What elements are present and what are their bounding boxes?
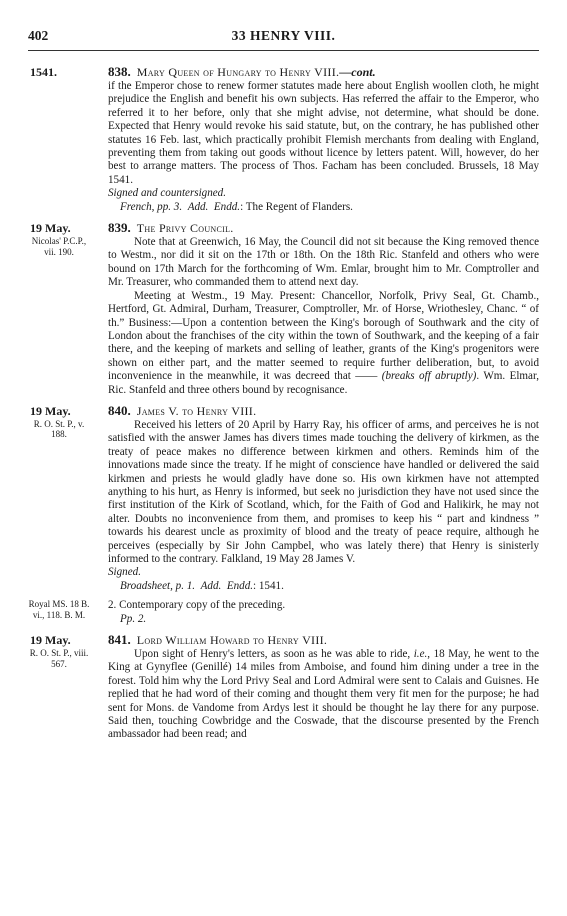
entry-841-ie: i.e. — [413, 648, 428, 661]
entry-839-paragraph-1: Note that at Greenwich, 16 May, the Council did not sit because the King removed thence to Westm., nor did it sit on the 17th or 18th. On the 18th Ric. Stanfeld and others who were bound on 17th March for the forthcoming of Wm. Emlar, brought him to Mr. Comptroller and Mr. Treasurer, who commanded them to attend next day. — [108, 236, 539, 289]
entry-838-text — [108, 80, 539, 187]
entry-840-endd-label: Endd. — [226, 579, 254, 592]
entry-841-body — [108, 632, 539, 742]
header-rule — [28, 50, 539, 51]
entry-839-heading — [108, 220, 539, 236]
page-header — [28, 28, 539, 46]
calendar-text — [28, 64, 539, 748]
entry-840-number: 840. — [108, 402, 131, 418]
entry-840 — [28, 403, 539, 593]
entry-838-lang: French, pp. 3. — [120, 200, 183, 213]
entry-838-title: Mary Queen of Hungary to Henry VIII. — [136, 65, 340, 79]
entry-841-paragraph — [108, 648, 539, 742]
entry-840-endd-text: : 1541. — [253, 579, 284, 592]
entry-838-endd-label: Endd. — [213, 200, 241, 213]
entry-840-2-ref: Royal MS. 18 B. vi., 118. B. M. — [28, 599, 90, 620]
entry-841-title: Lord William Howard to Henry VIII. — [136, 633, 328, 648]
page-number: 402 — [28, 28, 49, 43]
entry-840-heading — [108, 403, 539, 419]
entry-840-ref: R. O. St. P., v. 188. — [33, 418, 85, 440]
entry-838-signed: Signed and countersigned. — [108, 187, 227, 200]
entry-839-p2-a: Meeting at Westm., 19 May. Present: Chancellor, Norfolk, Privy Seal, Gt. Chamb., Hertford, Gt. Admiral, Durham, Treasurer, Comptroller, Mr. of Horse, Wriothesley, Chanc. “ of th.” Business:—Upon a contention between the King's borough of Southwark and the city of London about the franchises of the city within the town of Southwark, and the keeping of a fair there, and the keeping of markets and selling of leather, grants of the King's progenitors were shown on either part, and the matter seemed to require further deliberation, but, to avoid inconvenience in the meanwhile, it was decreed that —— — [108, 289, 539, 383]
entry-838-date: 1541. — [30, 65, 57, 79]
entry-840-2-pages: Pp. 2. — [120, 612, 147, 625]
entry-838-paragraph: if the Emperor chose to renew former statutes made here about English woollen cloth, he might prejudice the English and benefit his own subjects. Has referred the affair to the Emperor, who referred it to her before, only that she might advise, not determine, what should be done. Expected that Henry would revoke his said statute, but, on the contrary, he has published other statutes 16 Feb. last, which practically prohibit Flemish merchants from dealing with England, preventing them from taking out goods without licence by letters patent. Will, however, do her best to arrange matters. The process of Thos. Facham has been concluded. Brussels, 18 May 1541. — [108, 80, 539, 186]
entry-838 — [28, 64, 539, 214]
entry-839-p2-b: . Wm. Elmar, Ric. Stanfeld and three others bound by recognisance. — [108, 370, 539, 396]
entry-839-p2-italic: (breaks off abruptly) — [381, 370, 477, 383]
entry-838-heading — [108, 64, 539, 80]
entry-840-signed: Signed. — [108, 566, 141, 579]
entry-840-2 — [28, 599, 539, 626]
entry-839-body — [108, 220, 539, 397]
entry-840-paragraph: Received his letters of 20 April by Harry Ray, his officer of arms, and perceives he is not satisfied with the answer James has divers times made touching the delivery of kirkmen, as the treaty of peace makes no difference between kirkmen and others. Reminds him of the innovations made since the treaty. If he might of conscience have handled or delivered the said kirkmen and priests he would gladly have done so. His own kirkmen have not attempted anything to his hurt, as Henry is informed, but seek no jurisdiction they have not used since the first institution of the Kirk of Scotland, which, for the Faith of God and Halikirk, he may not alter. Doubts no inconvenience from them, and promises to keep his “ part and kindness ” towards his dearest uncle as proximity of blood and the treaty of peace require, although he perceives (especially by Sir John Campbel, who was lately there) that Henry is sinisterly informed to the contrary. Falkland, 19 May 28 James V. — [108, 418, 539, 565]
entry-838-number: 838. — [108, 64, 131, 79]
entry-840-2-body — [108, 599, 539, 626]
entry-840-add: Add. — [200, 579, 222, 592]
entry-840-title: James V. to Henry VIII. — [136, 403, 257, 418]
entry-839-number: 839. — [108, 220, 131, 236]
entry-839-margin — [28, 220, 110, 257]
entry-840-margin — [28, 403, 110, 440]
running-head: 33 HENRY VIII. — [231, 28, 336, 43]
entry-839-title: The Privy Council. — [136, 221, 234, 236]
entry-838-margin — [28, 64, 110, 80]
entry-838-body — [108, 64, 539, 214]
entry-841-date: 19 May. — [30, 633, 71, 648]
entry-839-ref: Nicolas' P.C.P., vii. 190. — [31, 236, 87, 257]
entry-840-lang: Broadsheet, p. 1. — [120, 579, 196, 592]
entry-841-number: 841. — [108, 632, 131, 648]
entry-841-heading — [108, 632, 539, 648]
entry-841-margin — [28, 632, 110, 669]
entry-840-2-text: 2. Contemporary copy of the preceding. — [108, 599, 286, 612]
entry-840-date: 19 May. — [30, 403, 71, 418]
entry-838-endnote — [108, 201, 539, 214]
entry-840-2-margin — [28, 599, 110, 620]
entry-839-date: 19 May. — [30, 221, 71, 236]
entry-838-endd-text: : The Regent of Flanders. — [240, 200, 353, 213]
entry-838-cont: —cont. — [339, 65, 376, 79]
entry-841 — [28, 632, 539, 742]
entry-839-paragraph-2 — [108, 290, 539, 397]
entry-840-body — [108, 403, 539, 593]
entry-838-add: Add. — [187, 200, 209, 213]
entry-841-ref: R. O. St. P., viii. 567. — [29, 648, 89, 669]
entry-841-p1-b: , 18 May, he went to the King at Gynyflee (Genillé) 14 miles from Amboise, and found him dining under a tree in the forest. Told him why the Lord Privy Seal and Lord Admiral were sent to Calais and Guisnes. He replied that he had word of their coming and thought them very fit men for the purpose; he had sent for Mons. de Vandome from Ardys lest it should be thought he lay there for any purpose. Said then, touching Cowbridge and the Coswade, that the discourse presented by the French ambassador had been read; and — [108, 648, 539, 741]
entry-839 — [28, 220, 539, 397]
entry-840-endnote — [108, 580, 539, 593]
entry-841-p1-a: Upon sight of Henry's letters, as soon as he was able to ride, — [134, 648, 414, 661]
